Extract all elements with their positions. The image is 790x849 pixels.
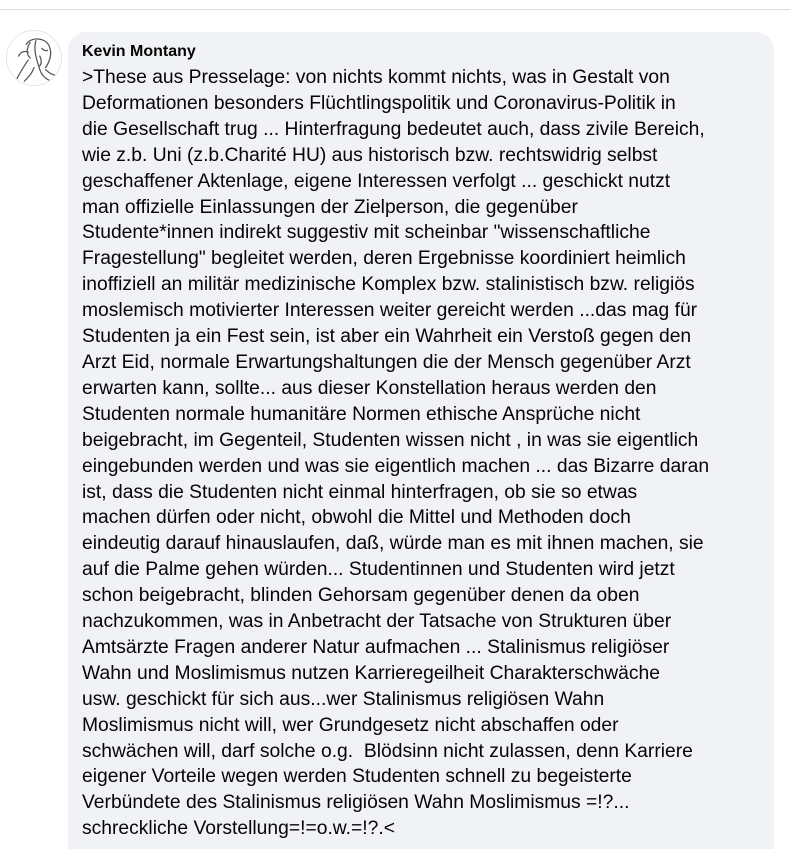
comment-line: schwächen will, darf solche o.g. Blödsinn nicht zulassen, denn Karriere [82,740,693,762]
comment-line: nachzukommen, was in Anbetracht der Tatsache von Strukturen über [82,611,672,633]
comment-line: eigener Vorteile wegen werden Studenten schnell zu begeisterte [82,766,632,788]
comment-line: schon beigebracht, blinden Gehorsam gegenüber denen da oben [82,585,640,607]
comment-line: geschaffener Aktenlage, eigene Interessen verfolgt ... geschickt nutzt [82,170,671,192]
comment-line: machen dürfen oder nicht, obwohl die Mittel und Methoden doch [82,507,631,529]
comment-line: man offizielle Einlassungen der Zielperson, die gegenüber [82,196,578,218]
comment-bubble [68,32,774,849]
top-divider [0,9,790,10]
comment-line: Wahn und Moslimismus nutzen Karrieregeilheit Charakterschwäche [82,662,660,684]
comment-text [82,65,762,842]
comment-line: Deformationen besonders Flüchtlingspolitik und Coronavirus-Politik in [82,92,676,114]
comment-line: inoffiziell an militär medizinische Komplex bzw. stalinistisch bzw. religiös [82,274,695,296]
comment-line: erwarten kann, sollte... aus dieser Konstellation heraus werden den [82,377,657,399]
comment-line: Studenten normale humanitäre Normen ethische Ansprüche nicht [82,403,641,425]
comment-line: die Gesellschaft trug ... Hinterfragung bedeutet auch, dass zivile Bereich, [82,118,705,140]
comment-line: schreckliche Vorstellung=!=o.w.=!?.< [82,818,395,840]
comment-author-name[interactable]: Kevin Montany [82,43,196,60]
comment-line: Fragestellung" begleitet werden, deren Ergebnisse koordiniert heimlich [82,248,686,270]
comment-line: Amtsärzte Fragen anderer Natur aufmachen ... Stalinismus religiöser [82,636,670,658]
comment-line: eindeutig darauf hinauslaufen, daß, würde man es mit ihnen machen, sie [82,533,704,555]
comment-line: ist, dass die Studenten nicht einmal hinterfragen, ob sie so etwas [82,481,638,503]
comment-line: Moslimismus nicht will, wer Grundgesetz nicht abschaffen oder [82,714,619,736]
comment-line: Verbündete des Stalinismus religiösen Wahn Moslimismus =!?... [82,792,630,814]
avatar[interactable] [6,30,62,86]
comment-line: Arzt Eid, normale Erwartungshaltungen die der Mensch gegenüber Arzt [82,351,691,373]
comment-line: >These aus Presselage: von nichts kommt nichts, was in Gestalt von [82,67,670,88]
comment-line: wie z.b. Uni (z.b.Charité HU) aus historisch bzw. rechtswidrig selbst [82,144,658,166]
comment-line: Studente*innen indirekt suggestiv mit scheinbar "wissenschaftliche [82,222,651,244]
comment-line: auf die Palme gehen würden... Studentinnen und Studenten wird jetzt [82,559,675,581]
comment-line: Studenten ja ein Fest sein, ist aber ein Wahrheit ein Verstoß gegen den [82,326,692,348]
comment-line: usw. geschickt für sich aus...wer Stalinismus religiösen Wahn [82,688,605,710]
comment-line: moslemisch motivierter Interessen weiter gereicht werden ...das mag für [82,300,698,322]
comment-line: beigebracht, im Gegenteil, Studenten wissen nicht , in was sie eigentlich [82,429,699,451]
comment-line: eingebunden werden und was sie eigentlich machen ... das Bizarre daran [82,455,710,477]
sketch-portrait-avatar-icon [7,31,61,85]
